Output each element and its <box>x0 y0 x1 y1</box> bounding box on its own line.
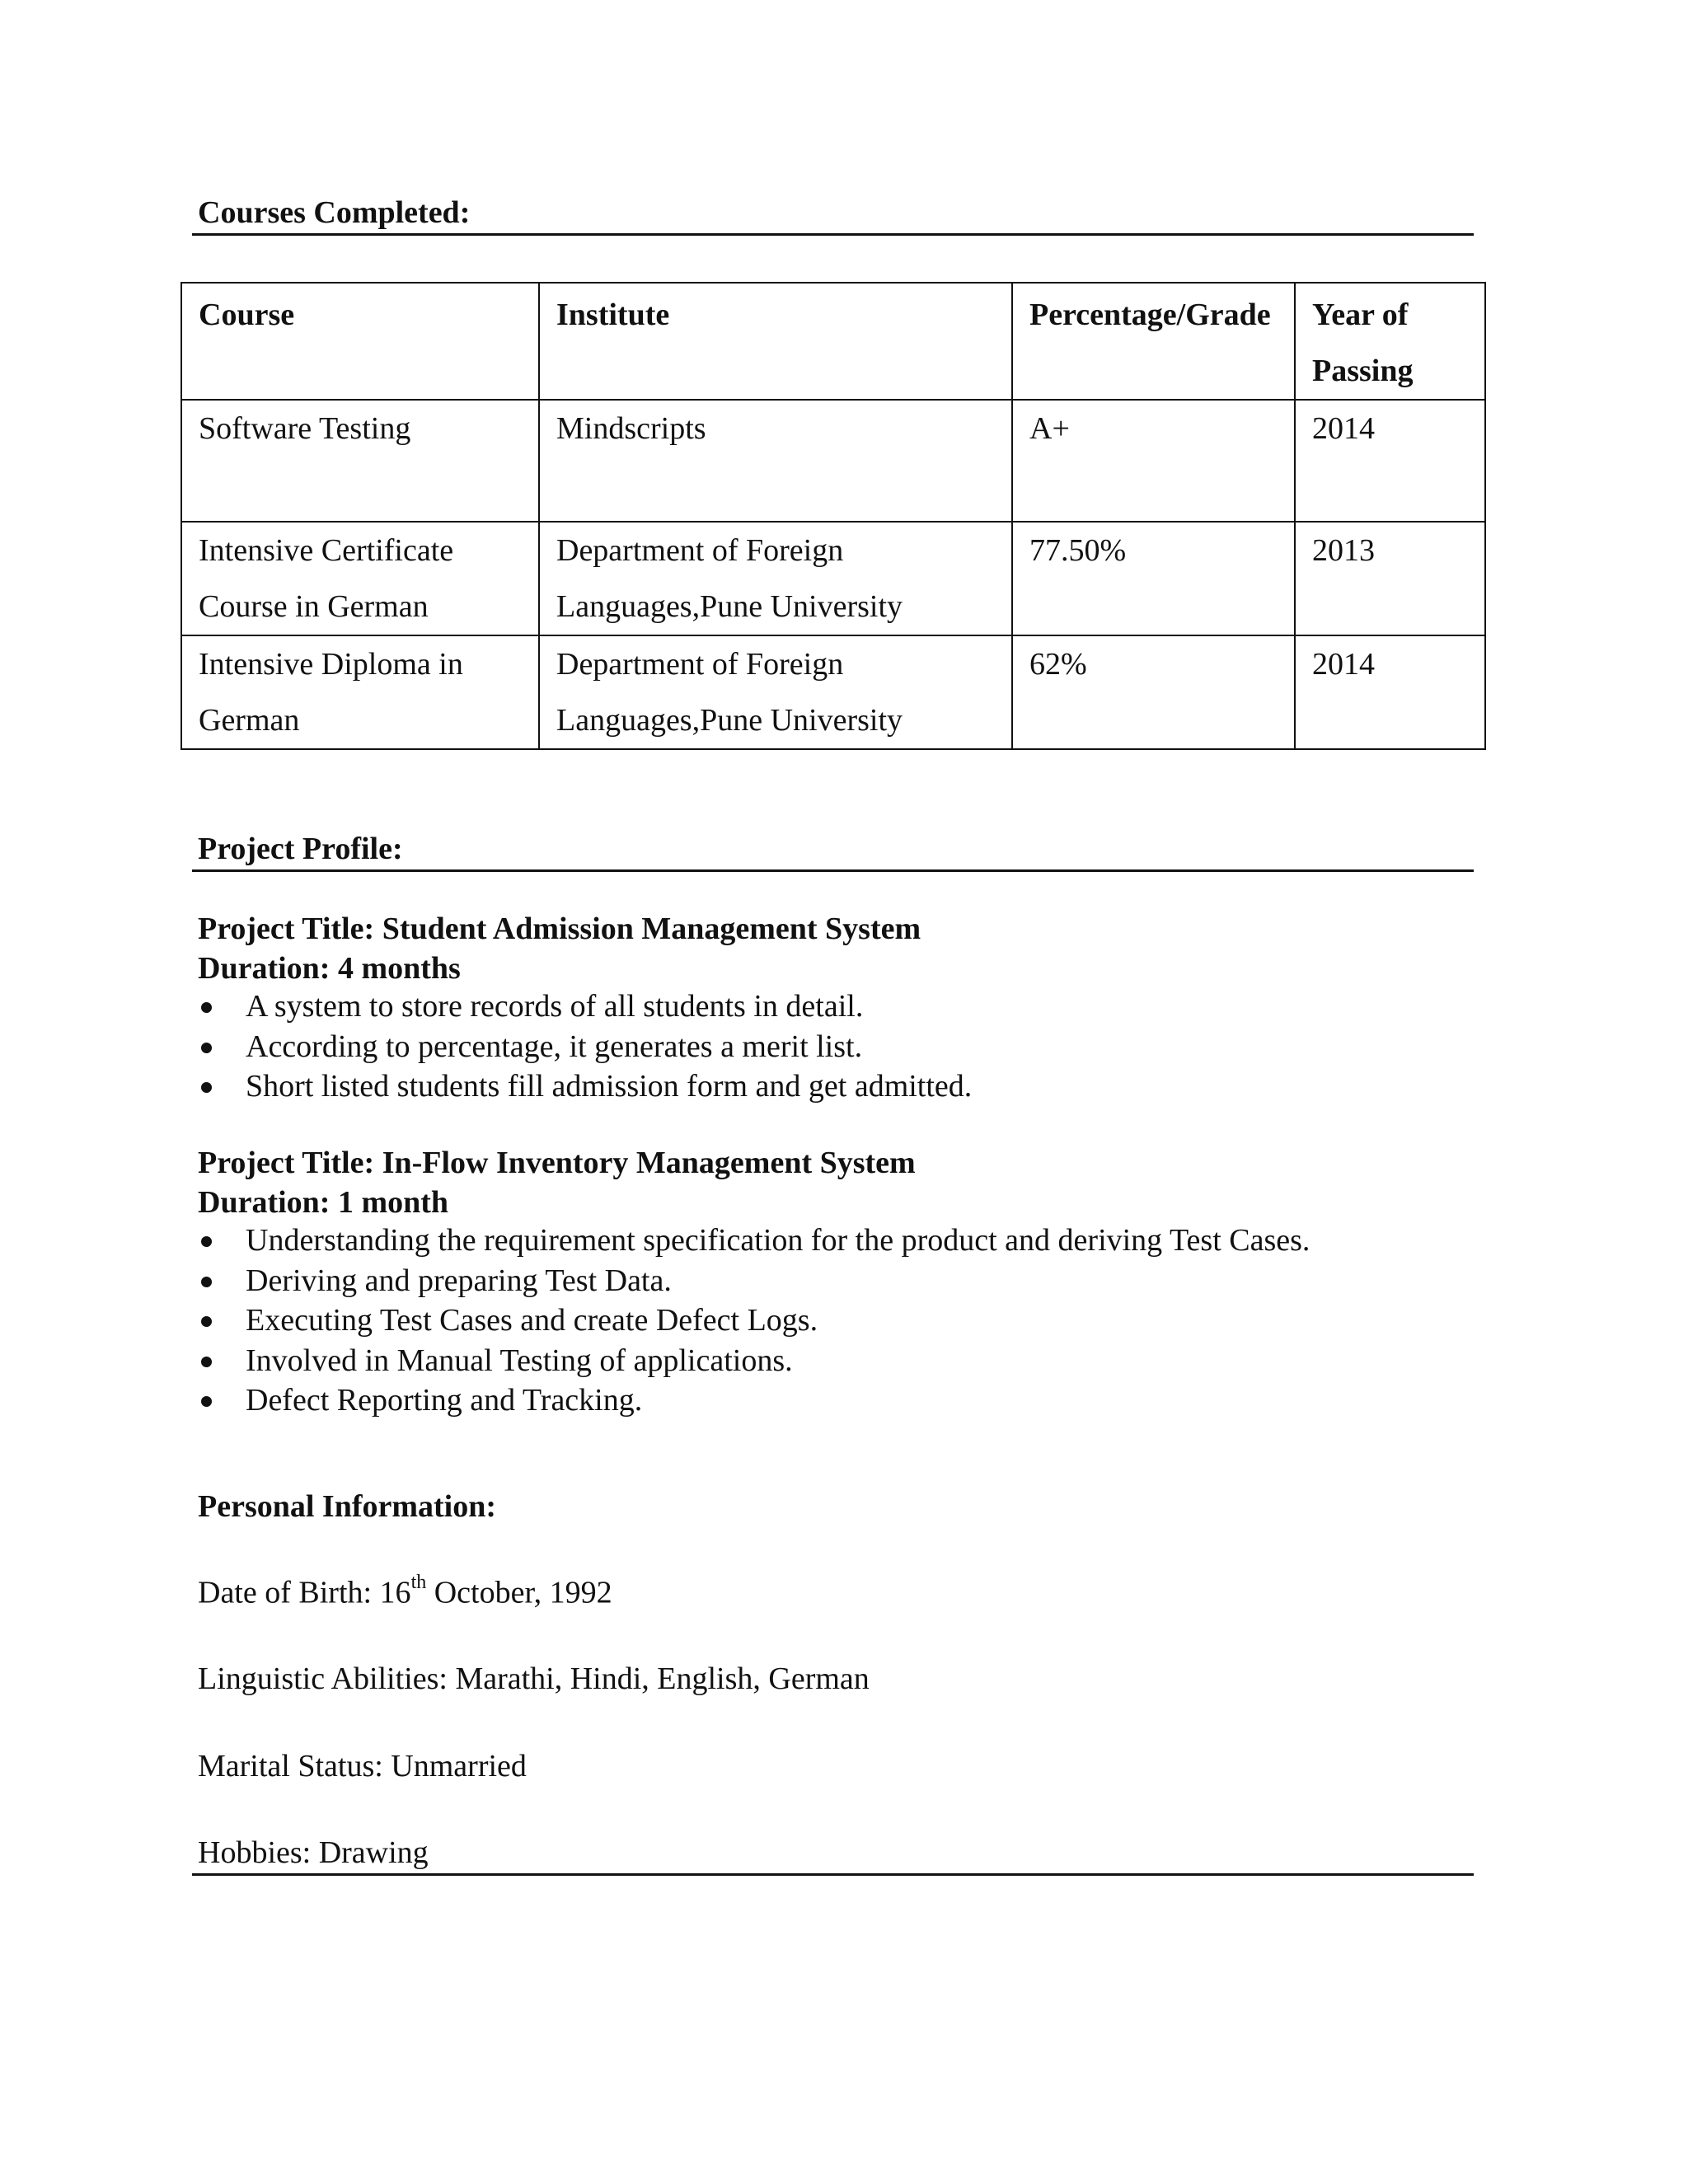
cell-grade: A+ <box>1012 400 1295 522</box>
marital-status: Marital Status: Unmarried <box>198 1749 527 1783</box>
cell-course-line2: German <box>199 703 300 738</box>
cell-institute <box>539 400 1012 522</box>
list-item: According to percentage, it generates a merit list. <box>198 1027 972 1067</box>
header-institute: Institute <box>539 283 1012 400</box>
list-item: Short listed students fill admission form and get admitted. <box>198 1066 972 1107</box>
header-course: Course <box>181 283 539 400</box>
header-grade: Percentage/Grade <box>1012 283 1295 400</box>
project-2-bullets <box>198 1221 1310 1421</box>
table-row <box>181 522 1485 635</box>
project-profile-rule <box>192 869 1474 872</box>
date-of-birth <box>198 1574 612 1612</box>
cell-institute-line2: Languages,Pune University <box>556 589 903 624</box>
cell-course <box>181 635 539 749</box>
project-2-title: Project Title: In-Flow Inventory Management System <box>198 1146 916 1180</box>
cell-institute-line1: Department of Foreign <box>556 647 844 682</box>
dob-suffix: October, 1992 <box>426 1575 612 1610</box>
header-year <box>1295 283 1485 400</box>
cell-course <box>181 400 539 522</box>
courses-table-header-row <box>181 283 1485 400</box>
project-2-duration: Duration: 1 month <box>198 1185 449 1220</box>
linguistic-abilities: Linguistic Abilities: Marathi, Hindi, English, German <box>198 1661 870 1696</box>
cell-institute <box>539 522 1012 635</box>
project-1-duration: Duration: 4 months <box>198 951 461 986</box>
dob-prefix: Date of Birth: 16 <box>198 1575 411 1610</box>
cell-institute-line2: Languages,Pune University <box>556 703 903 738</box>
courses-heading: Courses Completed: <box>198 195 471 230</box>
project-1-title: Project Title: Student Admission Management System <box>198 912 921 946</box>
personal-info-heading: Personal Information: <box>198 1489 497 1524</box>
hobbies: Hobbies: Drawing <box>198 1835 429 1870</box>
project-profile-heading: Project Profile: <box>198 832 403 866</box>
cell-course <box>181 522 539 635</box>
header-year-line1: Year of <box>1312 298 1409 332</box>
cell-course-line1: Intensive Diploma in <box>199 647 463 682</box>
dob-superscript: th <box>410 1572 427 1593</box>
header-year-line2: Passing <box>1312 354 1414 388</box>
table-row <box>181 635 1485 749</box>
bottom-rule <box>192 1873 1474 1876</box>
list-item: Defect Reporting and Tracking. <box>198 1380 1310 1421</box>
list-item: A system to store records of all students in detail. <box>198 987 972 1027</box>
list-item: Executing Test Cases and create Defect Logs. <box>198 1301 1310 1341</box>
courses-heading-rule <box>192 233 1474 236</box>
cell-course-line2: Course in German <box>199 589 429 624</box>
table-row <box>181 400 1485 522</box>
list-item: Understanding the requirement specification for the product and deriving Test Cases. <box>198 1221 1310 1261</box>
cell-institute-line1: Mindscripts <box>556 411 706 446</box>
cell-grade: 62% <box>1012 635 1295 749</box>
cell-year: 2014 <box>1295 400 1485 522</box>
cell-year: 2013 <box>1295 522 1485 635</box>
cell-institute <box>539 635 1012 749</box>
list-item: Deriving and preparing Test Data. <box>198 1261 1310 1301</box>
project-1-bullets <box>198 987 972 1107</box>
cell-grade: 77.50% <box>1012 522 1295 635</box>
list-item: Involved in Manual Testing of applications. <box>198 1341 1310 1381</box>
courses-table <box>181 282 1486 750</box>
cell-course-line1: Software Testing <box>199 411 411 446</box>
cell-institute-line1: Department of Foreign <box>556 533 844 568</box>
cell-year: 2014 <box>1295 635 1485 749</box>
cell-course-line1: Intensive Certificate <box>199 533 454 568</box>
